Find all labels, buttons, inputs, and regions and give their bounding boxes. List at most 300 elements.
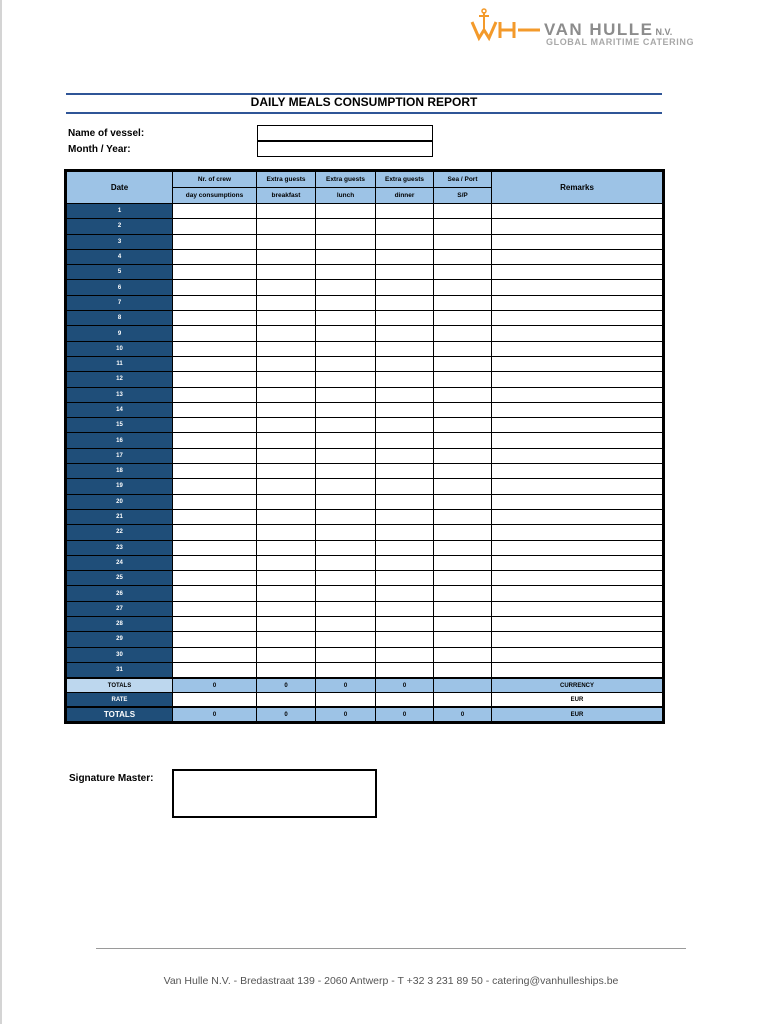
remarks-cell[interactable] bbox=[492, 586, 663, 601]
lunch-cell[interactable] bbox=[316, 494, 376, 509]
remarks-cell[interactable] bbox=[492, 295, 663, 310]
breakfast-cell[interactable] bbox=[257, 326, 316, 341]
dinner-cell[interactable] bbox=[376, 265, 434, 280]
table-row bbox=[67, 617, 663, 632]
lunch-cell[interactable] bbox=[316, 418, 376, 433]
dinner-cell[interactable] bbox=[376, 586, 434, 601]
breakfast-cell[interactable] bbox=[257, 387, 316, 402]
dinner-cell[interactable] bbox=[376, 509, 434, 524]
header-sea-top: Sea / Port bbox=[434, 172, 492, 188]
table-row bbox=[67, 586, 663, 601]
sea-cell[interactable] bbox=[434, 265, 492, 280]
table-row bbox=[67, 326, 663, 341]
breakfast-cell[interactable] bbox=[257, 418, 316, 433]
rate-sea-cell[interactable] bbox=[434, 693, 492, 708]
remarks-cell[interactable] bbox=[492, 311, 663, 326]
rate-dinner-cell[interactable] bbox=[376, 693, 434, 708]
crew-cell[interactable] bbox=[173, 632, 257, 647]
month-year-field[interactable] bbox=[257, 141, 433, 157]
breakfast-cell[interactable] bbox=[257, 448, 316, 463]
lunch-cell[interactable] bbox=[316, 448, 376, 463]
lunch-cell[interactable] bbox=[316, 617, 376, 632]
sea-cell[interactable] bbox=[434, 601, 492, 616]
table-row bbox=[67, 647, 663, 662]
sea-cell[interactable] bbox=[434, 295, 492, 310]
table-row bbox=[67, 601, 663, 616]
table-row bbox=[67, 249, 663, 264]
sea-cell[interactable] bbox=[434, 341, 492, 356]
sea-cell[interactable] bbox=[434, 479, 492, 494]
sea-cell[interactable] bbox=[434, 356, 492, 371]
sea-cell[interactable] bbox=[434, 555, 492, 570]
crew-cell[interactable] bbox=[173, 464, 257, 479]
day-number: 24 bbox=[67, 555, 173, 570]
remarks-cell[interactable] bbox=[492, 280, 663, 295]
remarks-cell[interactable] bbox=[492, 234, 663, 249]
remarks-cell[interactable] bbox=[492, 647, 663, 662]
breakfast-cell[interactable] bbox=[257, 265, 316, 280]
dinner-cell[interactable] bbox=[376, 601, 434, 616]
breakfast-cell[interactable] bbox=[257, 356, 316, 371]
breakfast-cell[interactable] bbox=[257, 402, 316, 417]
remarks-cell[interactable] bbox=[492, 571, 663, 586]
sea-cell[interactable] bbox=[434, 571, 492, 586]
remarks-cell[interactable] bbox=[492, 341, 663, 356]
vessel-name-field[interactable] bbox=[257, 125, 433, 141]
day-number: 11 bbox=[67, 356, 173, 371]
day-number: 9 bbox=[67, 326, 173, 341]
remarks-cell[interactable] bbox=[492, 494, 663, 509]
sea-cell[interactable] bbox=[434, 632, 492, 647]
lunch-cell[interactable] bbox=[316, 662, 376, 678]
dinner-cell[interactable] bbox=[376, 418, 434, 433]
lunch-cell[interactable] bbox=[316, 265, 376, 280]
breakfast-cell[interactable] bbox=[257, 280, 316, 295]
day-number: 18 bbox=[67, 464, 173, 479]
vessel-label: Name of vessel: bbox=[68, 128, 145, 139]
sea-cell[interactable] bbox=[434, 525, 492, 540]
day-number: 13 bbox=[67, 387, 173, 402]
table-row bbox=[67, 265, 663, 280]
breakfast-cell[interactable] bbox=[257, 555, 316, 570]
totals-label: TOTALS bbox=[67, 678, 173, 693]
dinner-cell[interactable] bbox=[376, 234, 434, 249]
remarks-cell[interactable] bbox=[492, 249, 663, 264]
remarks-cell[interactable] bbox=[492, 540, 663, 555]
sea-cell[interactable] bbox=[434, 372, 492, 387]
remarks-cell[interactable] bbox=[492, 525, 663, 540]
table-row bbox=[67, 295, 663, 310]
dinner-cell[interactable] bbox=[376, 662, 434, 678]
crew-cell[interactable] bbox=[173, 265, 257, 280]
remarks-cell[interactable] bbox=[492, 479, 663, 494]
remarks-cell[interactable] bbox=[492, 265, 663, 280]
signature-label: Signature Master: bbox=[69, 773, 154, 784]
breakfast-cell[interactable] bbox=[257, 525, 316, 540]
breakfast-cell[interactable] bbox=[257, 571, 316, 586]
dinner-cell[interactable] bbox=[376, 280, 434, 295]
header-dinner-top: Extra guests bbox=[376, 172, 434, 188]
lunch-cell[interactable] bbox=[316, 464, 376, 479]
table-row bbox=[67, 311, 663, 326]
breakfast-cell[interactable] bbox=[257, 372, 316, 387]
breakfast-cell[interactable] bbox=[257, 647, 316, 662]
dinner-cell[interactable] bbox=[376, 617, 434, 632]
grand-sea: 0 bbox=[434, 707, 492, 722]
crew-cell[interactable] bbox=[173, 418, 257, 433]
day-number: 7 bbox=[67, 295, 173, 310]
day-number: 26 bbox=[67, 586, 173, 601]
crew-cell[interactable] bbox=[173, 295, 257, 310]
sea-cell[interactable] bbox=[434, 662, 492, 678]
sea-cell[interactable] bbox=[434, 586, 492, 601]
day-number: 20 bbox=[67, 494, 173, 509]
grand-lunch: 0 bbox=[316, 707, 376, 722]
crew-cell[interactable] bbox=[173, 341, 257, 356]
breakfast-cell[interactable] bbox=[257, 341, 316, 356]
grand-breakfast: 0 bbox=[257, 707, 316, 722]
rate-currency: EUR bbox=[492, 693, 663, 708]
dinner-cell[interactable] bbox=[376, 647, 434, 662]
anchor-vh-logo-icon bbox=[470, 8, 542, 44]
header-lunch-bottom: lunch bbox=[316, 188, 376, 204]
remarks-cell[interactable] bbox=[492, 326, 663, 341]
crew-cell[interactable] bbox=[173, 249, 257, 264]
dinner-cell[interactable] bbox=[376, 311, 434, 326]
remarks-cell[interactable] bbox=[492, 448, 663, 463]
breakfast-cell[interactable] bbox=[257, 632, 316, 647]
table-row bbox=[67, 341, 663, 356]
rate-row bbox=[67, 693, 663, 708]
sea-cell[interactable] bbox=[434, 418, 492, 433]
crew-cell[interactable] bbox=[173, 540, 257, 555]
day-number: 12 bbox=[67, 372, 173, 387]
dinner-cell[interactable] bbox=[376, 204, 434, 219]
lunch-cell[interactable] bbox=[316, 341, 376, 356]
day-number: 1 bbox=[67, 204, 173, 219]
table-row bbox=[67, 204, 663, 219]
crew-cell[interactable] bbox=[173, 509, 257, 524]
rate-breakfast-cell[interactable] bbox=[257, 693, 316, 708]
dinner-cell[interactable] bbox=[376, 479, 434, 494]
breakfast-cell[interactable] bbox=[257, 540, 316, 555]
lunch-cell[interactable] bbox=[316, 204, 376, 219]
dinner-cell[interactable] bbox=[376, 464, 434, 479]
table-row bbox=[67, 372, 663, 387]
lunch-cell[interactable] bbox=[316, 555, 376, 570]
remarks-cell[interactable] bbox=[492, 387, 663, 402]
day-number: 21 bbox=[67, 509, 173, 524]
day-number: 22 bbox=[67, 525, 173, 540]
breakfast-cell[interactable] bbox=[257, 509, 316, 524]
table-row bbox=[67, 540, 663, 555]
sea-cell[interactable] bbox=[434, 219, 492, 234]
lunch-cell[interactable] bbox=[316, 586, 376, 601]
remarks-cell[interactable] bbox=[492, 418, 663, 433]
breakfast-cell[interactable] bbox=[257, 433, 316, 448]
day-number: 30 bbox=[67, 647, 173, 662]
lunch-cell[interactable] bbox=[316, 647, 376, 662]
lunch-cell[interactable] bbox=[316, 234, 376, 249]
dinner-cell[interactable] bbox=[376, 540, 434, 555]
lunch-cell[interactable] bbox=[316, 311, 376, 326]
table-row bbox=[67, 387, 663, 402]
remarks-cell[interactable] bbox=[492, 464, 663, 479]
day-rows bbox=[67, 204, 663, 679]
crew-cell[interactable] bbox=[173, 586, 257, 601]
crew-cell[interactable] bbox=[173, 571, 257, 586]
crew-cell[interactable] bbox=[173, 219, 257, 234]
remarks-cell[interactable] bbox=[492, 204, 663, 219]
remarks-cell[interactable] bbox=[492, 219, 663, 234]
dinner-cell[interactable] bbox=[376, 525, 434, 540]
table-row bbox=[67, 494, 663, 509]
crew-cell[interactable] bbox=[173, 280, 257, 295]
dinner-cell[interactable] bbox=[376, 219, 434, 234]
lunch-cell[interactable] bbox=[316, 356, 376, 371]
crew-cell[interactable] bbox=[173, 433, 257, 448]
table-row bbox=[67, 356, 663, 371]
table-row bbox=[67, 509, 663, 524]
day-number: 4 bbox=[67, 249, 173, 264]
table-row bbox=[67, 571, 663, 586]
breakfast-cell[interactable] bbox=[257, 204, 316, 219]
sea-cell[interactable] bbox=[434, 311, 492, 326]
header-crew-bottom: day consumptions bbox=[173, 188, 257, 204]
grand-currency: EUR bbox=[492, 707, 663, 722]
table-row bbox=[67, 555, 663, 570]
day-number: 2 bbox=[67, 219, 173, 234]
day-number: 19 bbox=[67, 479, 173, 494]
crew-cell[interactable] bbox=[173, 311, 257, 326]
dinner-cell[interactable] bbox=[376, 249, 434, 264]
sea-cell[interactable] bbox=[434, 326, 492, 341]
footer-divider bbox=[96, 948, 686, 949]
sea-cell[interactable] bbox=[434, 464, 492, 479]
remarks-cell[interactable] bbox=[492, 601, 663, 616]
lunch-cell[interactable] bbox=[316, 632, 376, 647]
dinner-cell[interactable] bbox=[376, 571, 434, 586]
title-bar bbox=[66, 93, 662, 114]
crew-cell[interactable] bbox=[173, 204, 257, 219]
sea-cell[interactable] bbox=[434, 204, 492, 219]
table-row bbox=[67, 479, 663, 494]
crew-cell[interactable] bbox=[173, 448, 257, 463]
sea-cell[interactable] bbox=[434, 280, 492, 295]
crew-cell[interactable] bbox=[173, 372, 257, 387]
sea-cell[interactable] bbox=[434, 494, 492, 509]
header-crew-top: Nr. of crew bbox=[173, 172, 257, 188]
day-number: 3 bbox=[67, 234, 173, 249]
crew-cell[interactable] bbox=[173, 617, 257, 632]
crew-cell[interactable] bbox=[173, 662, 257, 678]
table-row bbox=[67, 525, 663, 540]
sea-cell[interactable] bbox=[434, 617, 492, 632]
dinner-cell[interactable] bbox=[376, 402, 434, 417]
logo-suffix: N.V. bbox=[655, 27, 673, 37]
lunch-cell[interactable] bbox=[316, 326, 376, 341]
header-dinner-bottom: dinner bbox=[376, 188, 434, 204]
sea-cell[interactable] bbox=[434, 387, 492, 402]
lunch-cell[interactable] bbox=[316, 479, 376, 494]
dinner-cell[interactable] bbox=[376, 387, 434, 402]
crew-cell[interactable] bbox=[173, 234, 257, 249]
lunch-cell[interactable] bbox=[316, 372, 376, 387]
day-number: 17 bbox=[67, 448, 173, 463]
day-number: 23 bbox=[67, 540, 173, 555]
dinner-cell[interactable] bbox=[376, 433, 434, 448]
breakfast-cell[interactable] bbox=[257, 311, 316, 326]
day-number: 10 bbox=[67, 341, 173, 356]
lunch-cell[interactable] bbox=[316, 601, 376, 616]
dinner-cell[interactable] bbox=[376, 555, 434, 570]
grand-crew: 0 bbox=[173, 707, 257, 722]
crew-cell[interactable] bbox=[173, 479, 257, 494]
header-sea-bottom: S/P bbox=[434, 188, 492, 204]
lunch-cell[interactable] bbox=[316, 280, 376, 295]
crew-cell[interactable] bbox=[173, 387, 257, 402]
dinner-cell[interactable] bbox=[376, 326, 434, 341]
dinner-cell[interactable] bbox=[376, 448, 434, 463]
day-number: 27 bbox=[67, 601, 173, 616]
sea-cell[interactable] bbox=[434, 448, 492, 463]
totals-currency: CURRENCY bbox=[492, 678, 663, 693]
breakfast-cell[interactable] bbox=[257, 295, 316, 310]
totals-sea bbox=[434, 678, 492, 693]
day-number: 6 bbox=[67, 280, 173, 295]
sea-cell[interactable] bbox=[434, 647, 492, 662]
lunch-cell[interactable] bbox=[316, 387, 376, 402]
breakfast-cell[interactable] bbox=[257, 586, 316, 601]
dinner-cell[interactable] bbox=[376, 295, 434, 310]
rate-label: RATE bbox=[67, 693, 173, 708]
lunch-cell[interactable] bbox=[316, 249, 376, 264]
table-row bbox=[67, 433, 663, 448]
breakfast-cell[interactable] bbox=[257, 464, 316, 479]
table-row bbox=[67, 418, 663, 433]
breakfast-cell[interactable] bbox=[257, 617, 316, 632]
crew-cell[interactable] bbox=[173, 555, 257, 570]
dinner-cell[interactable] bbox=[376, 632, 434, 647]
month-year-label: Month / Year: bbox=[68, 144, 131, 155]
table-row bbox=[67, 662, 663, 678]
grand-dinner: 0 bbox=[376, 707, 434, 722]
remarks-cell[interactable] bbox=[492, 356, 663, 371]
remarks-cell[interactable] bbox=[492, 372, 663, 387]
breakfast-cell[interactable] bbox=[257, 494, 316, 509]
header-breakfast-top: Extra guests bbox=[257, 172, 316, 188]
lunch-cell[interactable] bbox=[316, 571, 376, 586]
remarks-cell[interactable] bbox=[492, 662, 663, 678]
totals-lunch: 0 bbox=[316, 678, 376, 693]
sea-cell[interactable] bbox=[434, 249, 492, 264]
breakfast-cell[interactable] bbox=[257, 219, 316, 234]
remarks-cell[interactable] bbox=[492, 555, 663, 570]
report-title: DAILY MEALS CONSUMPTION REPORT bbox=[250, 95, 478, 109]
totals-breakfast: 0 bbox=[257, 678, 316, 693]
day-number: 29 bbox=[67, 632, 173, 647]
crew-cell[interactable] bbox=[173, 326, 257, 341]
grand-totals-label: TOTALS bbox=[67, 707, 173, 722]
crew-cell[interactable] bbox=[173, 402, 257, 417]
sea-cell[interactable] bbox=[434, 509, 492, 524]
remarks-cell[interactable] bbox=[492, 632, 663, 647]
header-lunch-top: Extra guests bbox=[316, 172, 376, 188]
remarks-cell[interactable] bbox=[492, 433, 663, 448]
table-row bbox=[67, 280, 663, 295]
lunch-cell[interactable] bbox=[316, 402, 376, 417]
lunch-cell[interactable] bbox=[316, 509, 376, 524]
sea-cell[interactable] bbox=[434, 540, 492, 555]
breakfast-cell[interactable] bbox=[257, 249, 316, 264]
crew-cell[interactable] bbox=[173, 525, 257, 540]
lunch-cell[interactable] bbox=[316, 525, 376, 540]
header-date: Date bbox=[67, 172, 173, 204]
crew-cell[interactable] bbox=[173, 494, 257, 509]
rate-lunch-cell[interactable] bbox=[316, 693, 376, 708]
day-number: 16 bbox=[67, 433, 173, 448]
header-breakfast-bottom: breakfast bbox=[257, 188, 316, 204]
sea-cell[interactable] bbox=[434, 433, 492, 448]
logo-tagline: GLOBAL MARITIME CATERING bbox=[546, 37, 695, 47]
breakfast-cell[interactable] bbox=[257, 234, 316, 249]
day-number: 5 bbox=[67, 265, 173, 280]
lunch-cell[interactable] bbox=[316, 540, 376, 555]
table-row bbox=[67, 464, 663, 479]
breakfast-cell[interactable] bbox=[257, 479, 316, 494]
crew-cell[interactable] bbox=[173, 647, 257, 662]
day-number: 28 bbox=[67, 617, 173, 632]
day-number: 8 bbox=[67, 311, 173, 326]
footer-address: Van Hulle N.V. - Bredastraat 139 - 2060 Antwerp - T +32 3 231 89 50 - catering@vanhulleships.be bbox=[163, 975, 619, 987]
breakfast-cell[interactable] bbox=[257, 662, 316, 678]
rate-crew-cell[interactable] bbox=[173, 693, 257, 708]
sea-cell[interactable] bbox=[434, 402, 492, 417]
remarks-cell[interactable] bbox=[492, 509, 663, 524]
table-row bbox=[67, 632, 663, 647]
sea-cell[interactable] bbox=[434, 234, 492, 249]
page-left-edge bbox=[0, 0, 2, 1024]
dinner-cell[interactable] bbox=[376, 356, 434, 371]
company-logo bbox=[470, 8, 700, 48]
totals-crew: 0 bbox=[173, 678, 257, 693]
day-number: 15 bbox=[67, 418, 173, 433]
day-number: 31 bbox=[67, 662, 173, 678]
dinner-cell[interactable] bbox=[376, 494, 434, 509]
breakfast-cell[interactable] bbox=[257, 601, 316, 616]
remarks-cell[interactable] bbox=[492, 617, 663, 632]
crew-cell[interactable] bbox=[173, 356, 257, 371]
totals-row bbox=[67, 678, 663, 693]
logo-name-text: VAN HULLE bbox=[544, 20, 654, 39]
day-number: 14 bbox=[67, 402, 173, 417]
totals-dinner: 0 bbox=[376, 678, 434, 693]
day-number: 25 bbox=[67, 571, 173, 586]
table-row bbox=[67, 234, 663, 249]
lunch-cell[interactable] bbox=[316, 219, 376, 234]
signature-box[interactable] bbox=[172, 769, 377, 818]
crew-cell[interactable] bbox=[173, 601, 257, 616]
remarks-cell[interactable] bbox=[492, 402, 663, 417]
grand-totals-row bbox=[67, 707, 663, 722]
lunch-cell[interactable] bbox=[316, 295, 376, 310]
table-row bbox=[67, 402, 663, 417]
dinner-cell[interactable] bbox=[376, 341, 434, 356]
lunch-cell[interactable] bbox=[316, 433, 376, 448]
consumption-table bbox=[66, 171, 663, 722]
dinner-cell[interactable] bbox=[376, 372, 434, 387]
table-row bbox=[67, 448, 663, 463]
